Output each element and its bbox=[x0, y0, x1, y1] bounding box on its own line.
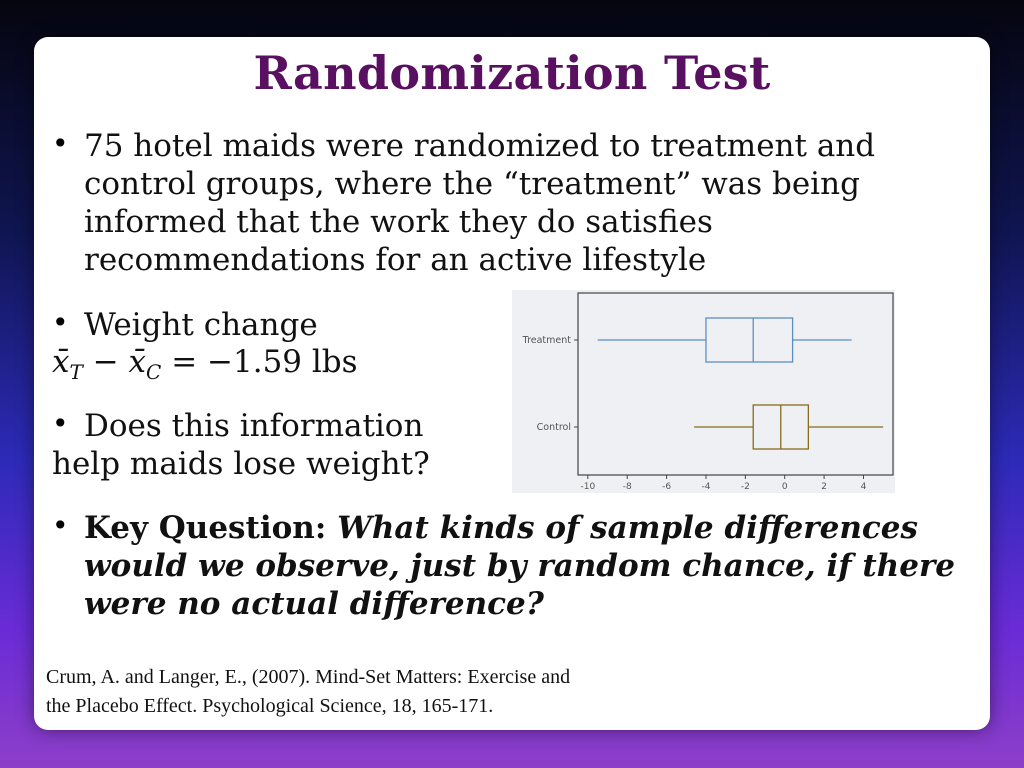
x-tick-label: -2 bbox=[740, 482, 750, 492]
x-tick-label: -6 bbox=[662, 482, 672, 492]
bullet-randomization-description: 75 hotel maids were randomized to treatment and control groups, where the “treatment” was being informed that the work they do satisfies recommendations for an active lifestyle bbox=[84, 128, 876, 278]
key-question-label: Key Question: bbox=[84, 510, 327, 546]
minus-sign: − bbox=[92, 344, 119, 380]
bullet-key-question bbox=[84, 509, 984, 623]
category-label-control: Control bbox=[536, 422, 571, 433]
bullet-weight-change: Weight change bbox=[84, 307, 318, 343]
boxplot-chart bbox=[512, 290, 895, 493]
x-tick-label: -10 bbox=[580, 482, 596, 492]
x-tick-label: -8 bbox=[622, 482, 632, 492]
citation-line-2: the Placebo Effect. Psychological Science, 18, 165-171. bbox=[46, 695, 494, 717]
category-label-treatment: Treatment bbox=[522, 335, 571, 346]
x-tick-label: 0 bbox=[781, 482, 788, 492]
subscript-control: C bbox=[146, 360, 162, 385]
x-tick-label: -4 bbox=[701, 482, 711, 492]
boxplot-svg bbox=[512, 290, 895, 493]
bullet-does-information-help-continued: help maids lose weight? bbox=[52, 446, 430, 482]
bullet-marker: • bbox=[52, 127, 69, 160]
plot-frame bbox=[578, 293, 893, 475]
bullet-marker: • bbox=[52, 407, 69, 440]
bullet-marker: • bbox=[52, 509, 69, 542]
xbar-control: x̄ bbox=[128, 344, 147, 380]
bullet-does-information-help: Does this information bbox=[84, 408, 424, 444]
box-treatment bbox=[706, 318, 793, 362]
xbar-treatment: x̄ bbox=[52, 344, 70, 380]
citation-line-1: Crum, A. and Langer, E., (2007). Mind-Set Matters: Exercise and bbox=[46, 666, 571, 688]
x-tick-label: 2 bbox=[821, 482, 827, 492]
subscript-treatment: T bbox=[69, 360, 83, 385]
slide-title: Randomization Test bbox=[253, 46, 771, 100]
key-question-text: What kinds of sample differences would we observe, just by random chance, if there were no actual difference? bbox=[84, 510, 955, 622]
citation bbox=[46, 663, 746, 721]
x-tick-label: 4 bbox=[860, 482, 867, 492]
difference-value: = −1.59 lbs bbox=[171, 344, 358, 380]
bullet-marker: • bbox=[52, 306, 69, 339]
mean-difference-formula bbox=[52, 343, 358, 391]
